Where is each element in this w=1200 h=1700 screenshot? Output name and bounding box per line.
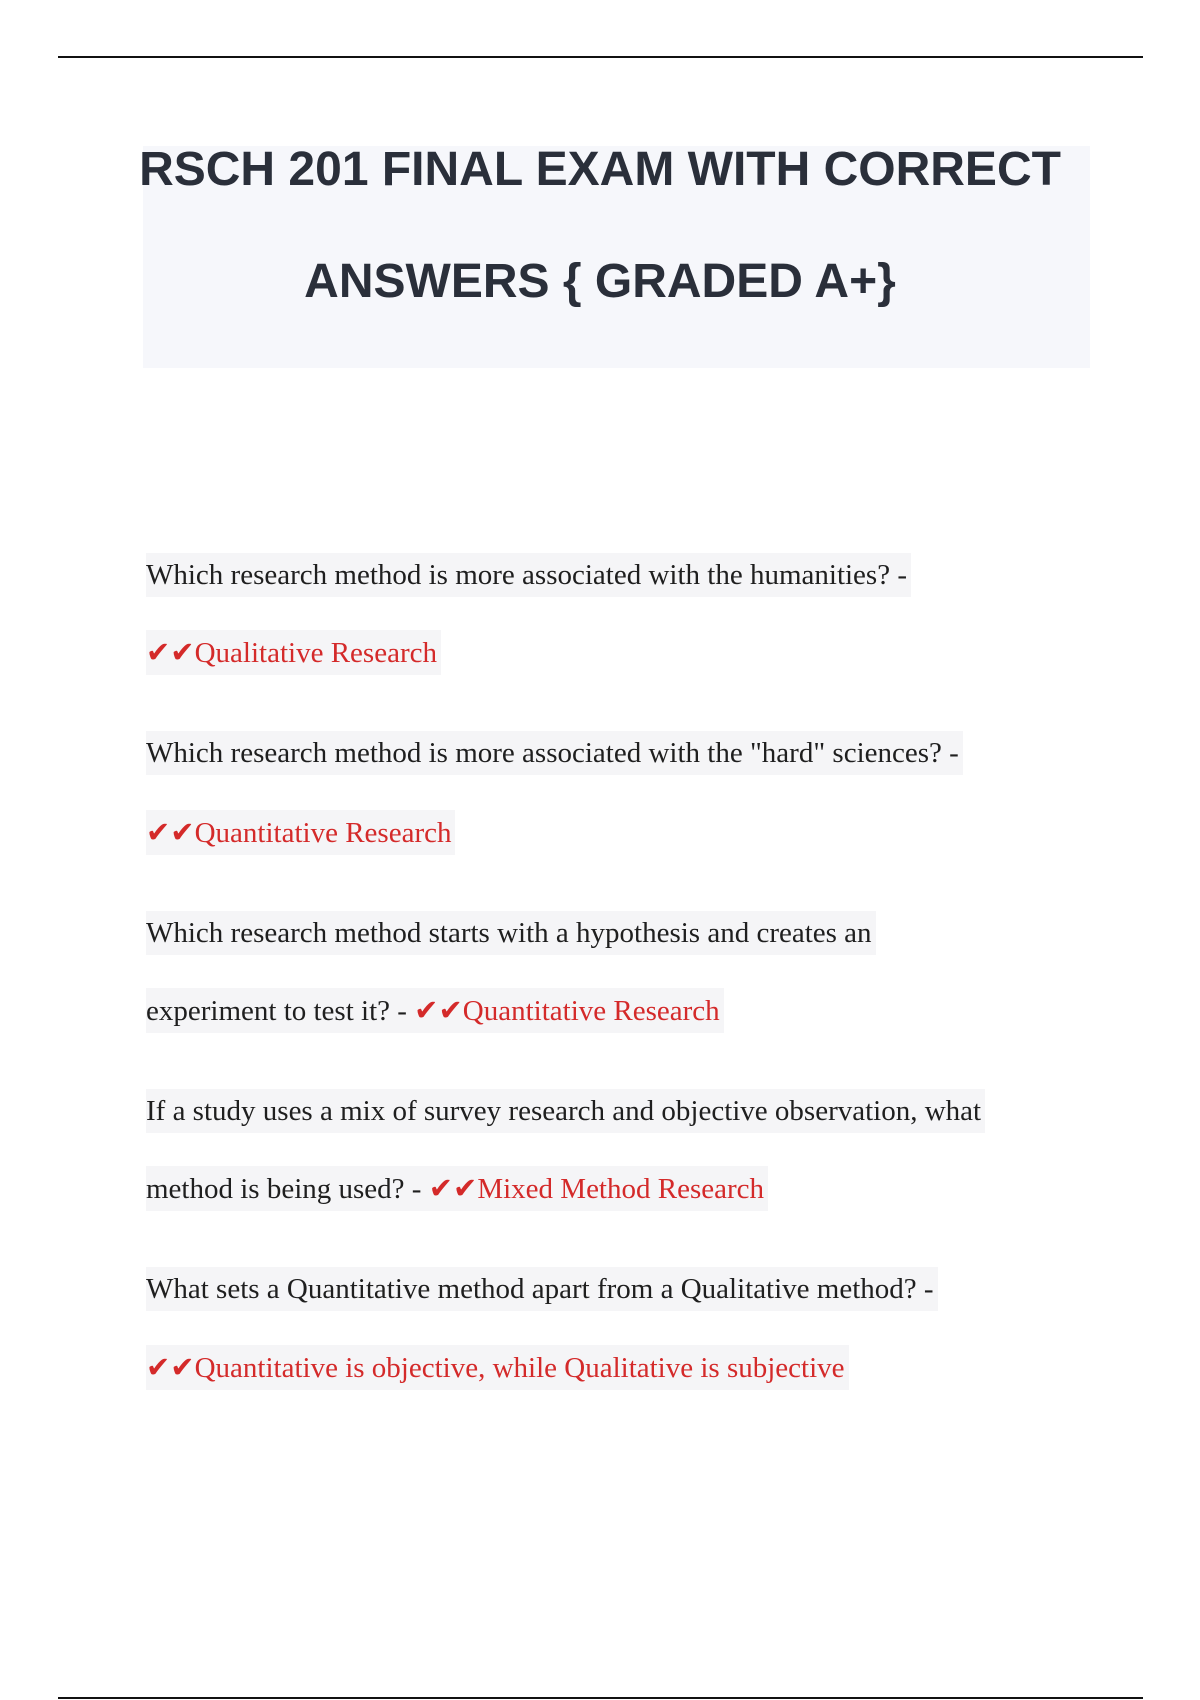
footer-rule (58, 1697, 1143, 1699)
question-2: Which research method is more associated with the "hard" sciences? - (146, 731, 963, 775)
answer-2-line (146, 810, 455, 855)
answer-1: Qualitative Research (194, 637, 437, 669)
double-check-icon: ✔✔ (414, 993, 463, 1027)
answer-2: Quantitative Research (194, 817, 452, 849)
answer-4: Mixed Method Research (477, 1173, 765, 1205)
answer-1-line (146, 630, 441, 675)
double-check-icon: ✔✔ (428, 1171, 478, 1205)
question-4-cont-line (146, 1166, 768, 1211)
answer-5-line (146, 1345, 849, 1390)
document-title-line-2: ANSWERS { GRADED A+} (304, 255, 896, 308)
header-rule (58, 56, 1143, 58)
document-title-line-1: RSCH 201 FINAL EXAM WITH CORRECT (139, 143, 1061, 196)
double-check-icon: ✔✔ (146, 815, 195, 849)
double-check-icon: ✔✔ (146, 635, 195, 669)
question-4-cont: method is being used? - (146, 1173, 429, 1205)
question-4: If a study uses a mix of survey research and objective observation, what (146, 1089, 985, 1133)
double-check-icon: ✔✔ (146, 1350, 195, 1384)
question-3-cont: experiment to test it? - (146, 995, 415, 1027)
question-5: What sets a Quantitative method apart from a Qualitative method? - (146, 1267, 938, 1311)
answer-5: Quantitative is objective, while Qualitative is subjective (194, 1352, 845, 1384)
question-1: Which research method is more associated with the humanities? - (146, 553, 911, 597)
question-3-cont-line (146, 988, 724, 1033)
question-3: Which research method starts with a hypothesis and creates an (146, 911, 876, 955)
answer-3: Quantitative Research (462, 995, 720, 1027)
